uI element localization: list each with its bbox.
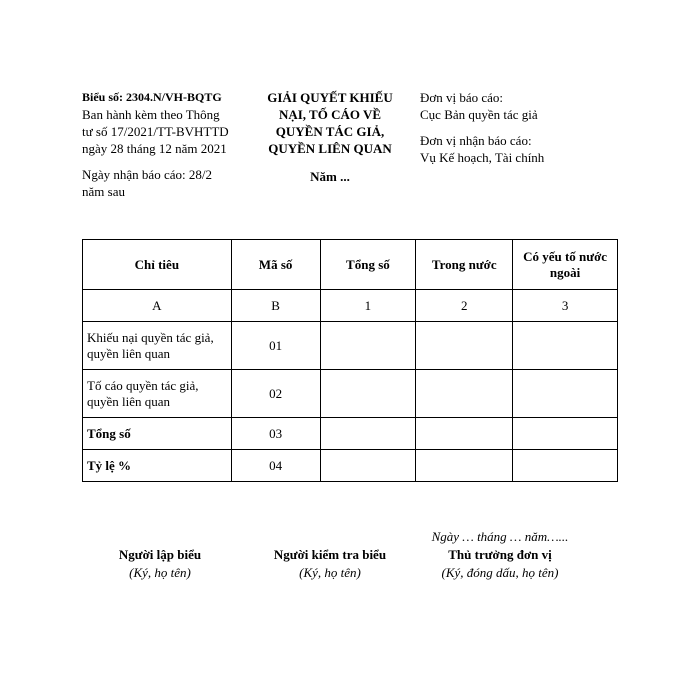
column-header: Chỉ tiêu [83,240,232,290]
table-row [83,450,618,482]
value-cell[interactable] [513,418,618,450]
index-cell: 3 [513,290,618,322]
row-label [83,370,232,418]
head-note: (Ký, đóng dấu, họ tên) [441,565,559,580]
column-header: Mã số [231,240,320,290]
row-code: 02 [231,370,320,418]
issued-line: ngày 28 tháng 12 năm 2021 [82,141,227,156]
value-cell[interactable] [320,450,416,482]
value-cell[interactable] [416,418,513,450]
value-cell[interactable] [416,322,513,370]
table-row [83,370,618,418]
value-cell[interactable] [513,322,618,370]
head-title: Thủ trưởng đơn vị [448,547,552,562]
value-cell[interactable] [320,322,416,370]
row-label-line: quyền liên quan [87,393,171,409]
index-cell: A [83,290,232,322]
row-code: 03 [231,418,320,450]
unit-info-block [420,89,620,166]
row-code: 04 [231,450,320,482]
row-label [83,322,232,370]
signature-date-line: Ngày … tháng … năm…... [431,529,569,544]
index-cell: 1 [320,290,416,322]
value-cell[interactable] [513,370,618,418]
form-code: Biểu số: 2304.N/VH-BQTG [82,90,222,104]
index-cell: B [231,290,320,322]
value-cell[interactable] [416,450,513,482]
table-header-row [83,240,618,290]
table-row [83,322,618,370]
checker-title: Người kiểm tra biểu [273,547,387,562]
preparer-title: Người lập biểu [118,547,202,562]
report-title-line: QUYỀN LIÊN QUAN [268,141,392,156]
issued-line: Ban hành kèm theo Thông [82,107,220,122]
receive-date-line: năm sau [82,184,125,199]
report-title-line: GIẢI QUYẾT KHIẾU [267,90,393,105]
row-label: Tổng số [83,418,232,450]
row-label: Tỷ lệ % [83,450,232,482]
value-cell[interactable] [416,370,513,418]
receiving-unit-name: Vụ Kế hoạch, Tài chính [420,150,545,165]
receiving-unit-label: Đơn vị nhận báo cáo: [420,133,532,148]
row-code: 01 [231,322,320,370]
reporting-unit-label: Đơn vị báo cáo: [420,90,504,105]
preparer-signature [100,528,220,582]
report-title-line: NẠI, TỐ CÁO VỀ [278,107,382,122]
row-label-line: Khiếu nại quyền tác giả, [87,329,214,345]
checker-note: (Ký, họ tên) [299,565,361,580]
row-label-line: Tố cáo quyền tác giả, [87,377,199,393]
form-info-block [82,89,242,200]
column-header: Tổng số [320,240,416,290]
report-year: Năm ... [310,169,350,184]
row-label-line: quyền liên quan [87,345,171,361]
reporting-unit-name: Cục Bản quyền tác giả [420,107,538,122]
value-cell[interactable] [320,370,416,418]
column-header: Trong nước [416,240,513,290]
value-cell[interactable] [320,418,416,450]
head-signature [420,528,580,582]
index-cell: 2 [416,290,513,322]
column-header: Có yếu tố nước ngoài [513,240,618,290]
checker-signature [260,528,400,582]
report-table [82,239,618,482]
table-index-row [83,290,618,322]
issued-line: tư số 17/2021/TT-BVHTTD [82,124,229,139]
preparer-note: (Ký, họ tên) [129,565,191,580]
receive-date-line: Ngày nhận báo cáo: 28/2 [82,167,212,182]
table-row [83,418,618,450]
report-title-block [250,89,410,185]
value-cell[interactable] [513,450,618,482]
report-title-line: QUYỀN TÁC GIẢ, [275,124,385,139]
